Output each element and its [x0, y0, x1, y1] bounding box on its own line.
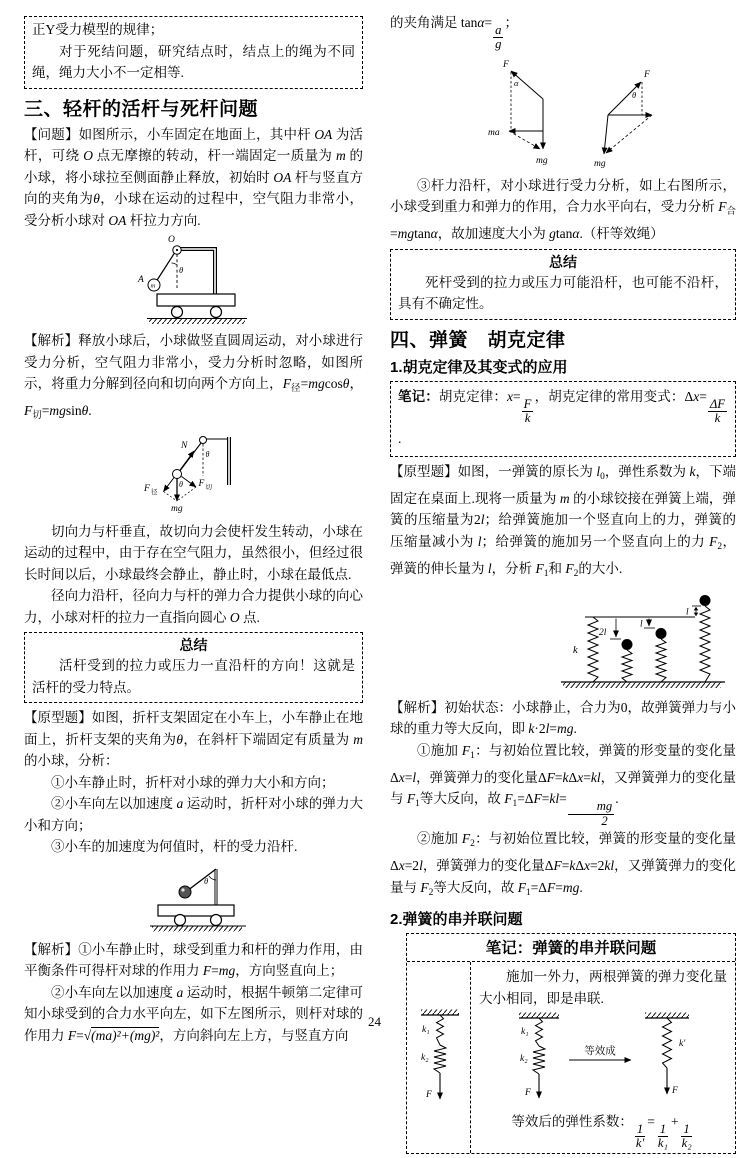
spring-1	[588, 617, 598, 682]
label-2l: 2l	[599, 627, 607, 638]
fig-cart-rod-wrap	[24, 232, 363, 329]
carryover-line2: 对于死结问题，研究结点时，结点上的绳为不同绳，绳力大小不一定相等.	[32, 43, 355, 80]
spring-3	[656, 639, 666, 682]
fig-bent-rod-wrap	[24, 859, 363, 938]
label-F-right: F	[644, 69, 650, 80]
label-l-mid: l	[640, 619, 643, 629]
subsection-2-heading: 2.弹簧的串并联问题	[390, 911, 523, 929]
fig-force-wrap	[24, 429, 363, 520]
ball-2	[622, 639, 633, 650]
prototype-item-3: ③小车的加速度为何值时，杆的受力沿杆.	[51, 839, 298, 855]
fig-cart-bent-rod	[124, 859, 264, 933]
series-note-box	[406, 933, 736, 1154]
equivalent-stiffness-formula: 等效后的弹性系数： $\frac{1}{k'}$ = $\frac{1}{\text{k₁}}$ + $\frac{1}{\text{k₂}}$	[511, 1114, 692, 1151]
slanted-rod	[187, 869, 216, 891]
cart-body	[157, 294, 235, 306]
left-column	[24, 12, 363, 1046]
parallelogram-dashed	[177, 487, 196, 501]
analysis-paragraph-2: 【解析】①小车静止时，球受到重力和杆的弹力作用，由平衡条件可得杆对球的作用力 F=mg，方向竖直向上；	[24, 941, 363, 979]
F-tangent-arrow	[178, 476, 196, 489]
label-mg-right: mg	[594, 158, 606, 169]
subsection-1-heading: 1.胡克定律及其变式的应用	[390, 358, 568, 376]
label-F-right: F	[672, 1086, 678, 1097]
cart-wheel	[210, 307, 221, 318]
spring-k2	[434, 1045, 446, 1073]
label-F-radial: F	[143, 483, 150, 494]
mg-arrow-right	[604, 115, 608, 154]
pivot	[199, 436, 206, 443]
label-F: F	[425, 1090, 432, 1101]
label-F-left: F	[525, 1088, 531, 1099]
series-box-header: 笔记：弹簧的串并联问题	[407, 934, 735, 962]
F-radial-arrow	[163, 477, 174, 491]
label-l-top: l	[686, 607, 689, 617]
label-k2: k₂	[420, 1053, 429, 1064]
prototype-item-2: ②小车向左以加速度 a 运动时，折杆对小球的弹力大小和方向；	[24, 796, 364, 833]
analysis-paragraph-1: 【解析】释放小球后，小球做竖直圆周运动，对小球进行受力分析，空气阻力非常小，受力分析时忽略，如图所示，将重力分解到径向和切向两个方向上，$F_径=mgcos\theta$，$F_切=mgsin\theta$.	[24, 333, 363, 422]
label-m: m	[150, 282, 155, 290]
series-box-content	[407, 962, 735, 1153]
problem-paragraph: 【问题】如图所示，小车固定在地面上，其中杆 OA 为活杆，可绕 O 点无摩擦的转动，杆一端固定一质量为 m 的小球，将小球拉至侧面静止释放，初始时 OA 杆与竖直方向的夹角为θ，小球在运动的过程中，空气阻力非常小，受分析小球对 OA 杆拉力方向.	[24, 126, 364, 228]
label-k1: k₁	[421, 1025, 430, 1036]
label-F-tangent: F	[198, 478, 204, 489]
label-k2: k₂	[520, 1054, 528, 1065]
series-description: 施加一外力，两根弹簧的弹力变化量大小相同，即是串联.	[479, 969, 727, 1006]
label-theta-ball: θ	[178, 479, 183, 489]
label-sub-jing: 径	[150, 488, 157, 496]
solution-1-paragraph: ①施加 $F_1$：与初始位置比较，弹簧的形变量的变化量Δx=l，弹簧弹力的变化量ΔF=kΔx=kl，又弹簧弹力的变化量与 $F_1$等大反向，故 $F_1=\Delta F=kl=$ $\frac{mg}{2}$ .	[390, 742, 737, 828]
dashed-diagonal	[606, 115, 652, 153]
label-theta-top: θ	[205, 449, 209, 459]
label-k: k	[573, 644, 578, 656]
label-A: A	[137, 275, 144, 285]
ground-hatch	[563, 682, 721, 688]
page-number: 24	[368, 1014, 381, 1029]
hooke-note-text: 笔记：胡克定律：x= $\frac{F}{k}$ ，胡克定律的常用变式：Δx= $\frac{\Delta F}{k}$ .	[398, 388, 726, 446]
N-arrow	[180, 451, 194, 470]
label-mg: mg	[170, 503, 183, 514]
prototype-paragraph: 【原型题】如图，折杆支架固定在小车上，小车静止在地面上，折杆支架的夹角为θ，在斜杆下端固定有质量为 m 的小球，分析：	[24, 710, 364, 769]
spring-4	[700, 606, 710, 682]
series-right-cell	[471, 962, 735, 1153]
summary-title: 总结	[179, 637, 208, 654]
cart-body	[158, 905, 234, 916]
cart-wheel	[171, 307, 182, 318]
series-left-cell	[407, 962, 471, 1153]
ball	[172, 469, 181, 478]
right-column	[390, 12, 736, 1158]
fig-cart-with-rod	[119, 232, 269, 324]
spring-k2	[533, 1046, 545, 1074]
label-theta: θ	[632, 89, 637, 100]
spring-2	[622, 650, 632, 682]
summary-box-live-rod	[24, 632, 363, 703]
label-theta: θ	[178, 265, 183, 275]
label-ma: ma	[488, 127, 500, 138]
note-box-hooke	[390, 381, 736, 457]
label-theta: θ	[203, 875, 208, 886]
fig-force-decomposition	[129, 429, 259, 515]
carryover-line1: 正Y受力模型的规律；	[32, 22, 164, 37]
fig-vector-diagrams	[448, 53, 678, 169]
section-3-heading: 三、轻杆的活杆与死杆问题	[24, 98, 259, 120]
frame-post	[179, 249, 215, 296]
ball	[179, 886, 191, 898]
parallelogram-dashed	[163, 491, 177, 501]
ground-hatch	[152, 926, 242, 931]
prototype-item-1: ①小车静止时，折杆对小球的弹力大小和方向；	[51, 774, 335, 790]
summary-body: 死杆受到的拉力或压力可能沿杆，也可能不沿杆，具有不确定性。	[398, 274, 728, 312]
section-4-heading: 四、弹簧 胡克定律	[390, 329, 566, 351]
label-alpha: α	[514, 77, 519, 88]
cart-wheel	[174, 914, 185, 925]
label-sub-qie: 切	[205, 483, 212, 491]
ball-3	[656, 628, 667, 639]
ball-4	[700, 595, 711, 606]
cart-wheel	[210, 914, 221, 925]
label-F-left: F	[503, 59, 509, 70]
dead-rod-paragraph: ③杆力沿杆，对小球进行受力分析，如上右图所示，小球受到重力和弹力的作用，合力水平向右，受力分析 $F_合=mgtan\alpha$，故加速度大小为 gtanα.（杆等效绳）	[390, 177, 736, 242]
label-k-prime: k′	[679, 1039, 686, 1050]
label-N: N	[180, 440, 187, 451]
carryover-note-box	[24, 16, 363, 89]
dashed-diagonal	[509, 131, 540, 149]
spring-prototype-paragraph: 【原型题】如图，一弹簧的原长为 $l_0$，弹性系数为 k，下端固定在桌面上.现将一质量为 m 的小球铰接在弹簧上端，弹簧的压缩量为2l；给弹簧施加一个竖直向上的力，弹簧的压缩量减小为 l；给弹簧的施加另一个竖直向上的力 $F_2$，弹簧的伸长量为 l，分析 $F_1$和 $F_2$的大小.	[390, 463, 737, 579]
summary-body: 活杆受到的拉力或压力一直沿杆的方向！这就是活杆的受力特点。	[32, 658, 355, 695]
summary-box-dead-rod	[390, 249, 736, 320]
label-O: O	[167, 235, 175, 245]
solution-initial-paragraph: 【解析】初始状态：小球静止，合力为0，故弹簧弹力与小球的重力等大反向，即 k·2l=mg.	[390, 699, 736, 736]
label-mg-left: mg	[536, 155, 548, 166]
tangent-paragraph: 切向力与杆垂直，故切向力会使杆发生转动，小球在运动的过程中，由于存在空气阻力，虽然很小，但经过很长时间以后，小球最终会静止，静止时，小球在最低点.	[24, 523, 363, 582]
solution-2-paragraph: ②施加 $F_2$：与初始位置比较，弹簧的形变量的变化量Δx=2l，弹簧弹力的变化量ΔF=kΔx=2kl，又弹簧弹力的变化量与 $F_2$等大反向，故 $F_1=\Delta F=mg$.	[390, 830, 737, 898]
analysis-paragraph-3: ②小车向左以加速度 a 运动时，根据牛顿第二定律可知小球受到的合力水平向左，如下左图所示，则杆对球的作用力 F=√(ma)²+(mg)²，方向斜向左上方，与竖直方向	[24, 984, 364, 1043]
fig-four-springs	[555, 587, 730, 691]
fig-vectors-wrap	[390, 53, 736, 174]
fig-springs-wrap	[390, 587, 730, 696]
label-k1: k₁	[521, 1027, 529, 1038]
summary-title: 总结	[549, 253, 577, 270]
theta-arc	[171, 263, 177, 265]
ground-hatch	[149, 319, 245, 324]
angle-continuation-paragraph: 的夹角满足 tanα= $\frac{a}{g}$ ；	[390, 15, 518, 52]
radial-paragraph: 径向力沿杆，径向力与杆的弹力合力提供小球的向心力，小球对杆的拉力一直指向圆心 O 点.	[24, 588, 363, 625]
label-equivalence: 等效成	[584, 1046, 616, 1058]
rod-OA	[156, 253, 174, 281]
